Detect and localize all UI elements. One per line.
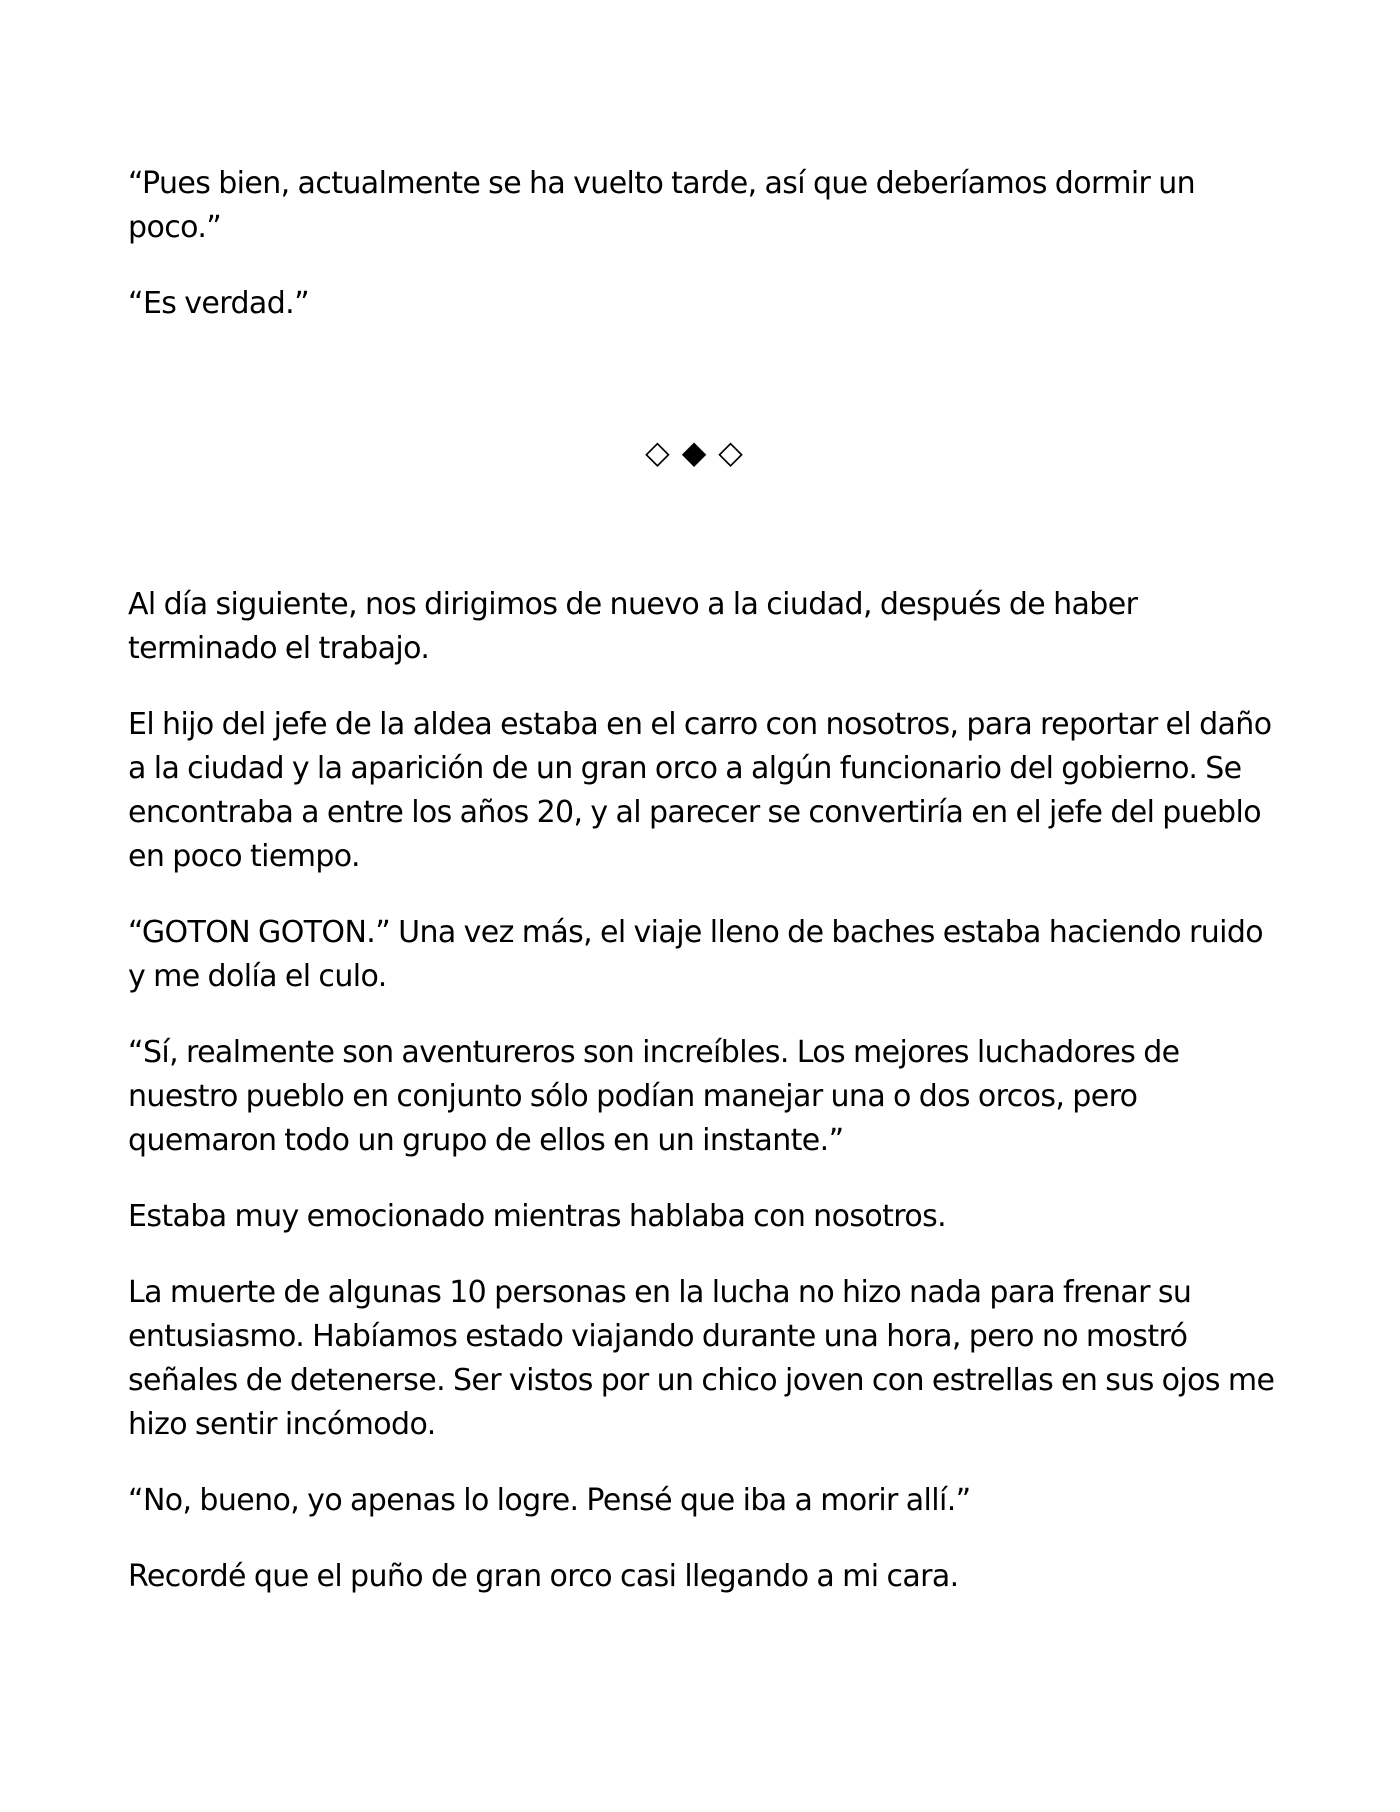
paragraph: “No, bueno, yo apenas lo logre. Pensé que iba a morir allí.” <box>128 1483 971 1518</box>
paragraph: “Pues bien, actualmente se ha vuelto tarde, así que deberíamos dormir un poco.” <box>128 166 1196 245</box>
paragraph: Al día siguiente, nos dirigimos de nuevo a la ciudad, después de haber terminado el trabajo. <box>128 587 1138 666</box>
paragraph: “GOTON GOTON.” Una vez más, el viaje lleno de baches estaba haciendo ruido y me dolía el culo. <box>128 915 1264 994</box>
paragraph: “Es verdad.” <box>128 286 310 321</box>
top-text-block <box>128 162 1278 358</box>
paragraph: Recordé que el puño de gran orco casi llegando a mi cara. <box>128 1559 959 1594</box>
paragraph: “Sí, realmente son aventureros son increíbles. Los mejores luchadores de nuestro pueblo en conjunto sólo podían manejar una o dos orcos, pero quemaron todo un grupo de ellos en un instante.” <box>128 1035 1180 1158</box>
paragraph: Estaba muy emocionado mientras hablaba con nosotros. <box>128 1199 947 1234</box>
paragraph: La muerte de algunas 10 personas en la lucha no hizo nada para frenar su entusiasmo. Habíamos estado viajando durante una hora, pero no mostró señales de detenerse. Ser vistos por un chico joven con estrellas en sus ojos me hizo sentir incómodo. <box>128 1275 1275 1442</box>
main-text-block <box>128 583 1278 1631</box>
paragraph: El hijo del jefe de la aldea estaba en el carro con nosotros, para reportar el daño a la ciudad y la aparición de un gran orco a algún funcionario del gobierno. Se encontraba a entre los años 20, y al parecer se convertiría en el jefe del pueblo en poco tiempo. <box>128 707 1272 874</box>
scene-separator: ◇◆◇ <box>645 433 755 471</box>
